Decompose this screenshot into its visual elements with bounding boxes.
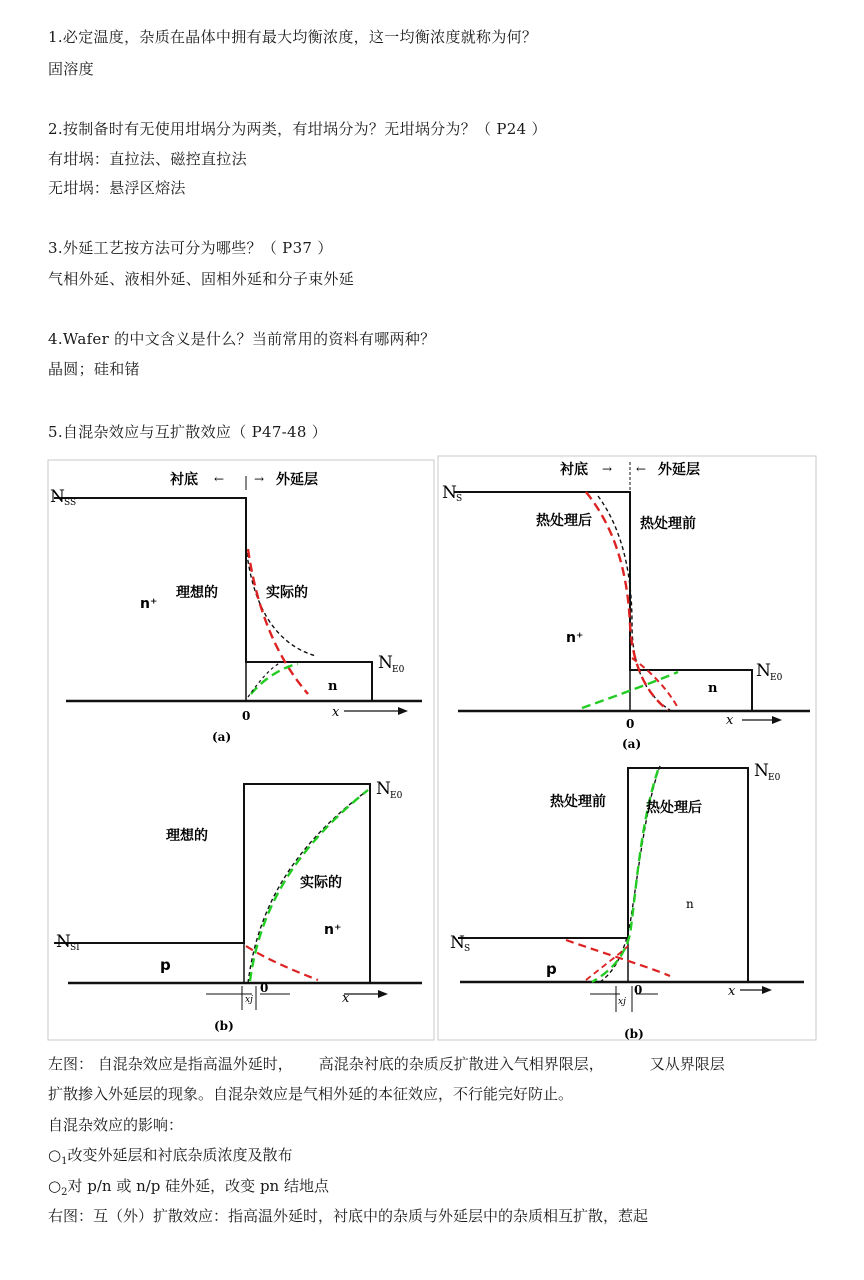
label-ne-tr: N [756, 661, 771, 681]
label-ns-tr: N [442, 483, 457, 503]
explanation-line-6: 右图：互（外）扩散效应：指高温外延时，衬底中的杂质与外延层中的杂质相互扩散，惹起 [48, 1207, 649, 1225]
question-4: 4.Wafer 的中文含义是什么？当前常用的资料有哪两种？ [48, 330, 436, 348]
label-zero-bl: 0 [260, 981, 269, 995]
item-1-num: 1 [61, 1156, 68, 1167]
label-n-br: n [686, 897, 694, 911]
explanation-line-1c: 又从界限层 [649, 1055, 725, 1073]
question-2: 2.按制备时有无使用坩埚分为两类，有坩埚分为？无坩埚分为？（ P24 ） [48, 120, 547, 138]
label-x-tr: x [726, 713, 734, 728]
explanation-item-1 [48, 1144, 292, 1165]
item-1-mark: ○ [48, 1146, 62, 1164]
label-substrate-tr: 衬底 [560, 462, 588, 478]
label-ns-sub-bl: SI [70, 943, 80, 953]
label-ns-sub-tl: SS [64, 498, 77, 508]
caption-tr: (a) [622, 737, 642, 751]
item-1-text: 改变外延层和衬底杂质浓度及散布 [67, 1146, 293, 1164]
label-after-tr: 热处理后 [536, 513, 592, 529]
caption-br: (b) [624, 1027, 644, 1041]
label-ns-sub-tr: S [456, 494, 463, 504]
label-ne-br: N [754, 761, 769, 781]
label-nplus-bl: n⁺ [324, 922, 342, 938]
label-before-tr: 热处理前 [640, 516, 696, 532]
label-nplus-tr: n⁺ [566, 630, 584, 646]
item-2-text: 对 p/n 或 n/p 硅外延，改变 pn 结地点 [67, 1177, 329, 1195]
arrow-tl2: → [254, 472, 265, 486]
label-p-br: p [546, 960, 557, 978]
answer-2-line2: 无坩埚：悬浮区熔法 [48, 179, 186, 197]
label-before-br: 热处理前 [550, 794, 606, 810]
arrow-tl: ← [214, 472, 225, 486]
label-epi-tr: 外延层 [658, 462, 700, 478]
label-actual-tl: 实际的 [266, 585, 308, 601]
answer-3: 气相外延、液相外延、固相外延和分子束外延 [48, 270, 355, 288]
label-p-bl: p [160, 956, 171, 974]
label-nplus-tl: n⁺ [140, 596, 158, 612]
explanation-line-2: 扩散掺入外延层的现象。自混杂效应是气相外延的本征效应，不行能完好防止。 [48, 1085, 574, 1103]
label-ne-sub-br: E0 [768, 773, 781, 783]
answer-2-line1: 有坩埚：直拉法、磁控直拉法 [48, 150, 247, 168]
label-ns-tl: N [50, 487, 65, 507]
label-actual-bl: 实际的 [300, 875, 342, 891]
label-n-tl: n [328, 679, 338, 694]
question-5: 5.自混杂效应与互扩散效应（ P47-48 ） [48, 423, 328, 441]
answer-4: 晶圆；硅和锗 [48, 360, 140, 378]
label-ne-tl: N [378, 653, 393, 673]
question-3: 3.外延工艺按方法可分为哪些？（ P37 ） [48, 239, 333, 257]
caption-tl: (a) [212, 730, 232, 744]
label-zero-br: 0 [634, 983, 643, 997]
label-ns-sub-br: S [464, 944, 471, 954]
label-ideal-bl: 理想的 [166, 828, 208, 844]
label-ne-bl: N [376, 779, 391, 799]
label-ns-br: N [450, 933, 465, 953]
explanation-line-1a: 左图： 自混杂效应是指高温外延时， [48, 1055, 293, 1073]
explanation-line-1b: 高混杂衬底的杂质反扩散进入气相界限层， [318, 1055, 604, 1073]
item-2-mark: ○ [48, 1177, 62, 1195]
label-xj-bl: xj [245, 995, 253, 1005]
label-zero-tr: 0 [626, 717, 635, 731]
label-ns-bl: N [56, 932, 71, 952]
question-1: 1.必定温度，杂质在晶体中拥有最大均衡浓度，这一均衡浓度就称为何？ [48, 28, 538, 46]
label-x-br: x [728, 984, 736, 999]
label-zero-tl: 0 [242, 709, 251, 723]
explanation-item-2 [48, 1175, 329, 1196]
label-ideal-tl: 理想的 [176, 585, 218, 601]
label-n-tr: n [708, 681, 718, 696]
arrow-tr2: ← [636, 462, 647, 476]
label-ne-sub-tr: E0 [770, 673, 783, 683]
label-after-br: 热处理后 [646, 800, 702, 816]
label-epi-tl: 外延层 [276, 472, 318, 488]
label-ne-sub-bl: E0 [390, 791, 403, 801]
explanation-line-3: 自混杂效应的影响： [48, 1116, 184, 1134]
answer-1: 固溶度 [48, 60, 94, 78]
label-ne-sub-tl: E0 [392, 665, 405, 675]
explanation-line-1 [48, 1053, 725, 1074]
label-substrate-tl: 衬底 [170, 472, 198, 488]
item-2-num: 2 [61, 1187, 68, 1198]
label-x-bl: x [342, 991, 350, 1006]
caption-bl: (b) [214, 1019, 234, 1033]
label-xj-br: xj [618, 997, 626, 1007]
arrow-tr: → [602, 462, 613, 476]
diffusion-figures [46, 454, 818, 1044]
label-x-tl: x [332, 705, 340, 720]
